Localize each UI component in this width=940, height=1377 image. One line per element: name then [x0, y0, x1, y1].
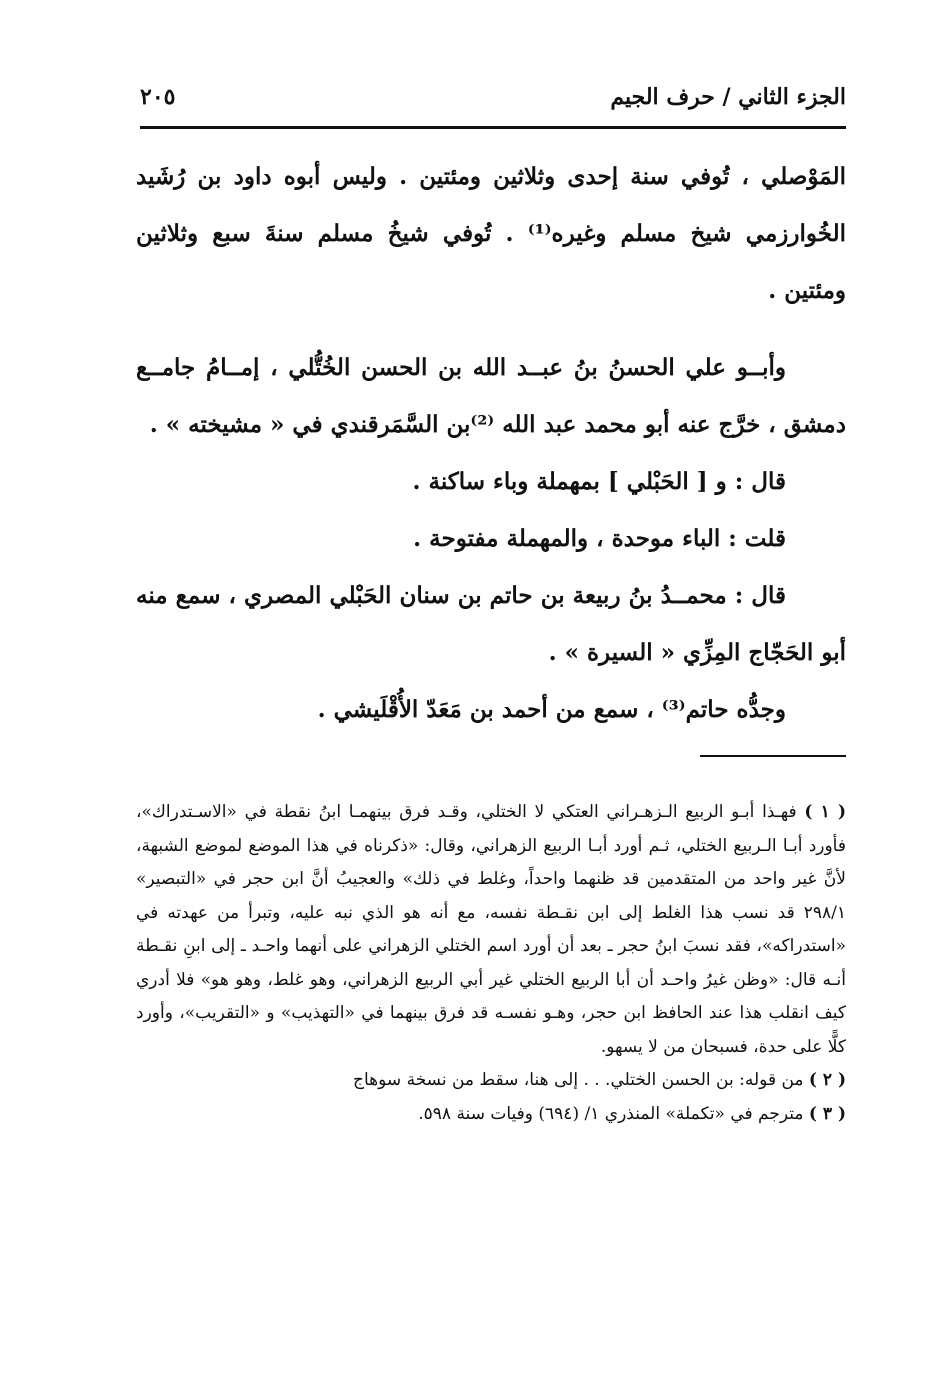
footnote-text: فهـذا أبـو الربيع الـزهـراني العتكي لا الختلي، وقـد فرق بينهمـا ابنُ نقطة في «الاسـتدراك»، فأورد أبـا الـربيع الختلي، ثـم أورد أبـا الربيع الزهراني، وقال: «ذكرناه في هذا الموضع لموضع الشبهة، لأنَّ غير واحد من المتقدمين قد ظنهما واحداً، وغلط في ذلك» والعجيبُ أنَّ ابن حجر في «التبصير» ٢٩٨/١ قد نسب هذا الغلط إلى ابن نقـطة نفسه، مع أنه هو الذي نبه عليه، وتبرأ من عهدته في «استدراكه»، فقد نسبَ ابنُ حجر ـ بعد أن أورد اسم الختلي الزهراني على أنهما واحـد ـ إلى ابنِ نقـطة أنـه قال: «وظن غيرُ واحـد أن أبا الربيع الختلي غير أبي الربيع الزهراني، وهو غلط، وهو هو» فلا أدري كيف انقلب هذا عند الحافظ ابن حجر، وهـو نفسـه قد فرق بينهما في «التهذيب» و «التقريب»، وأورد كلًّا على حدة، فسبحان من لا يسهو. [136, 802, 846, 1057]
footnote-separator [700, 755, 846, 757]
paragraph-3: قال : و [ الحَبْلي ] بمهملة وباء ساكنة . [412, 468, 786, 495]
footnote-number: ( ٣ ) [808, 1103, 846, 1124]
paragraph-1: المَوْصلي ، تُوفي سنة إحدى وثلاثين ومئتين . وليس أبوه داود بن رُشَيد الخُوارزمي شيخ مسلم وغيره⁽¹⁾ . تُوفي شيخُ مسلم سنةَ سبع وثلاثين ومئتين . [136, 163, 846, 304]
footnote-number: ( ١ ) [804, 802, 846, 822]
page-header [140, 84, 846, 124]
paragraph-6: وجدُّه حاتم⁽³⁾ ، سمع من أحمد بن مَعَدّ الأُقْلَيشي . [317, 696, 786, 723]
footnote-text: مترجم في «تكملة» المنذري ١/ (٦٩٤) وفيات سنة ٥٩٨. [418, 1103, 804, 1124]
running-title: الجزء الثاني / حرف الجيم [610, 84, 846, 110]
main-text [136, 148, 846, 738]
footnote-3 [136, 1098, 846, 1132]
footnote-2 [136, 1064, 846, 1098]
footnote-1 [136, 796, 846, 1064]
footnote-number: ( ٢ ) [808, 1070, 846, 1090]
header-rule [140, 126, 846, 129]
paragraph-4: قلت : الباء موحدة ، والمهملة مفتوحة . [413, 525, 786, 552]
page-number: ٢٠٥ [140, 84, 176, 110]
footnotes [136, 796, 846, 1131]
paragraph-2: وأبــو علي الحسنُ بنُ عبــد الله بن الحسن الخُتُّلي ، إمــامُ جامــع دمشق ، خرَّج عنه أبو محمد عبد الله ⁽²⁾بن السَّمَرقندي في « مشيخته » . [136, 354, 846, 438]
paragraph-5: قال : محمــدُ بنُ ربيعة بن حاتم بن سنان الحَبْلي المصري ، سمع منه أبو الحَجّاج المِزِّي « السيرة » . [136, 582, 846, 666]
footnote-text: من قوله: بن الحسن الختلي. . . إلى هنا، سقط من نسخة سوهاج [353, 1070, 804, 1090]
